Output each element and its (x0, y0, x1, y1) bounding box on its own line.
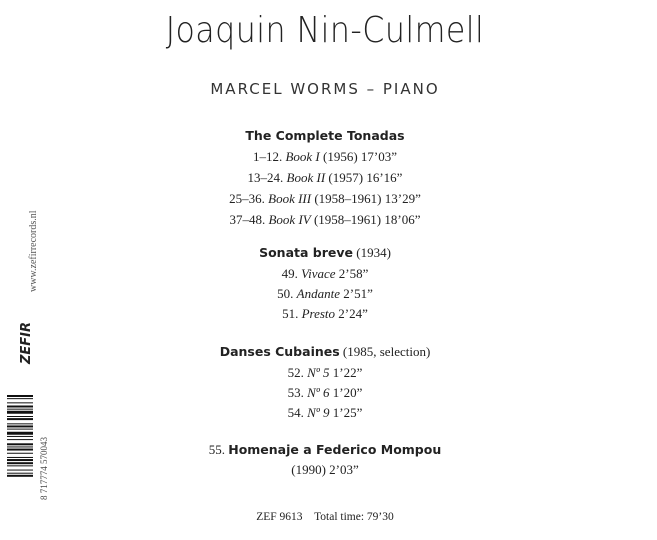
zefir-logo: ZEFIR (19, 321, 34, 364)
composer-title: Joaquin Nin-Culmell (165, 10, 485, 51)
track-row: 37–48. Book IV (1958–1961) 18’06” (229, 212, 421, 227)
section-heading: 55. Homenaje a Federico Mompou (208, 442, 442, 457)
barcode-bar (7, 432, 33, 435)
barcode-bar (7, 459, 33, 461)
barcode-bar (7, 436, 33, 437)
barcode-bar (7, 406, 33, 408)
barcode-bar (7, 411, 33, 414)
track-row: 49. Vivace 2’58” (281, 266, 369, 281)
barcode-bar (7, 457, 33, 458)
barcode-bar (7, 475, 33, 477)
track-row: 53. Nº 6 1’20” (287, 385, 363, 400)
barcode-bar (7, 473, 33, 474)
barcode-bar (7, 429, 33, 430)
barcode-bar (7, 418, 33, 420)
barcode-bar (7, 470, 33, 471)
track-row: 52. Nº 5 1’22” (287, 365, 363, 380)
track-row: 54. Nº 9 1’25” (287, 405, 363, 420)
track-row: 51. Presto 2’24” (282, 306, 368, 321)
barcode-bar (7, 439, 33, 440)
section-heading: Danses Cubaines (1985, selection) (219, 344, 431, 359)
barcode-bar (7, 395, 33, 397)
barcode-bar (7, 409, 33, 410)
barcode-bar (7, 443, 33, 445)
track-row: (1990) 2’03” (291, 462, 359, 477)
barcode-bar (7, 416, 33, 417)
barcode-bar (7, 425, 33, 427)
track-row: 25–36. Book III (1958–1961) 13’29” (229, 191, 421, 206)
barcode-bar (7, 446, 33, 447)
barcode-bar (7, 465, 33, 466)
barcode-bar (7, 462, 33, 464)
total-time: Total time: 79’30 (314, 511, 394, 523)
barcode-bar (7, 398, 33, 399)
section-heading: Sonata breve (1934) (259, 245, 391, 260)
track-row: 50. Andante 2’51” (277, 286, 373, 301)
track-row: 13–24. Book II (1957) 16’16” (247, 170, 403, 185)
barcode-bar (7, 449, 33, 451)
performer-subtitle: MARCEL WORMS – PIANO (210, 80, 440, 98)
catalog-number: ZEF 9613 (256, 511, 303, 523)
barcode (7, 395, 33, 530)
footer (130, 509, 520, 525)
barcode-bar (7, 453, 33, 454)
section-heading: The Complete Tonadas (245, 128, 405, 143)
barcode-number: 8 717774 570043 (39, 437, 49, 500)
track-row: 1–12. Book I (1956) 17’03” (252, 149, 398, 164)
website-url: www.zefirrecords.nl (28, 210, 39, 292)
barcode-bar (7, 423, 33, 424)
barcode-bar (7, 402, 33, 403)
